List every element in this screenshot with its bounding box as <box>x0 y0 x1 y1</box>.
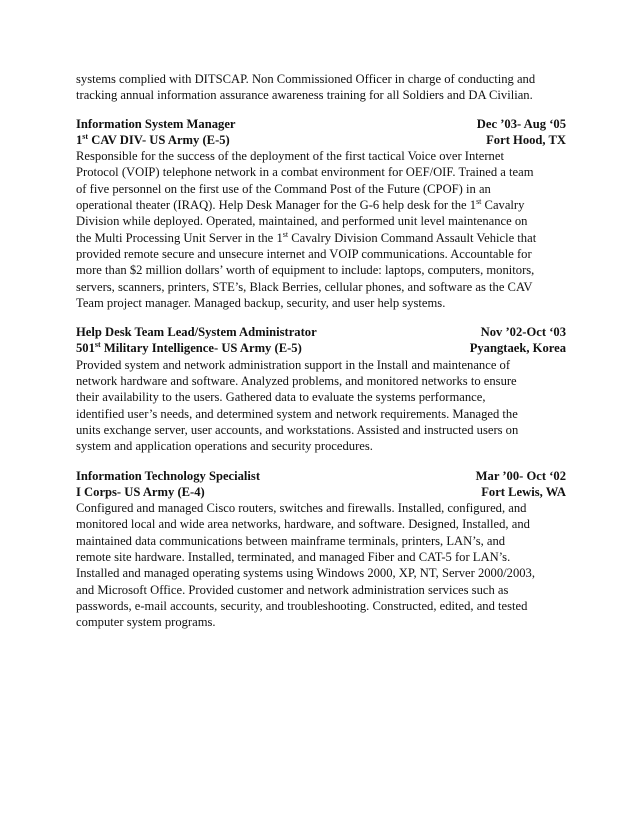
job-description <box>76 148 566 311</box>
job-entry-information-technology-specialist <box>76 468 566 631</box>
intro-paragraph <box>76 71 566 104</box>
description-line: identified user’s needs, and determined system and network requirements. Managed the <box>76 406 518 421</box>
description-line: their availability to the users. Gathered data to evaluate the systems performance, <box>76 390 486 405</box>
unit-name: Military Intelligence- US Army (E-5) <box>100 341 302 356</box>
job-unit-row <box>76 340 566 356</box>
description-line: and Microsoft Office. Provided customer and network administration services such as <box>76 582 509 597</box>
job-unit-row <box>76 132 566 148</box>
job-entry-information-system-manager <box>76 116 566 312</box>
unit-ordinal: st <box>94 340 101 350</box>
job-location: Fort Lewis, WA <box>481 484 566 499</box>
description-line: network hardware and software. Analyzed problems, and monitored networks to ensure <box>76 374 517 389</box>
ordinal-suffix: st <box>476 196 482 206</box>
unit-number: 501 <box>76 341 95 356</box>
job-title: Information Technology Specialist <box>76 468 261 483</box>
description-line: Protocol (VOIP) telephone network in a combat environment for OEF/OIF. Trained a team <box>76 165 534 180</box>
unit-ordinal: st <box>82 131 89 141</box>
description-line: provided remote secure and unsecure internet and VOIP communications. Accountable for <box>76 246 532 261</box>
unit-name: CAV DIV- US Army (E-5) <box>88 132 230 147</box>
description-line: remote site hardware. Installed, terminated, and managed Fiber and CAT-5 for LAN’s. <box>76 550 511 565</box>
description-line: of five personnel on the first use of the Command Post of the Future (CPOF) in an <box>76 181 491 196</box>
intro-line: tracking annual information assurance awareness training for all Soldiers and DA Civilian. <box>76 88 533 103</box>
description-line: system and application operations and security procedures. <box>76 439 373 454</box>
job-title-row <box>76 468 566 484</box>
description-line: computer system programs. <box>76 615 216 630</box>
description-line: Division while deployed. Operated, maintained, and performed unit level maintenance on <box>76 214 528 229</box>
unit-number: 1 <box>76 132 83 147</box>
job-title: Help Desk Team Lead/System Administrator <box>76 325 317 340</box>
job-title-row <box>76 116 566 132</box>
description-line: Configured and managed Cisco routers, switches and firewalls. Installed, configured, and <box>76 501 527 516</box>
job-dates: Dec ’03- Aug ‘05 <box>476 116 566 131</box>
intro-line: systems complied with DITSCAP. Non Commissioned Officer in charge of conducting and <box>76 72 536 86</box>
job-title-row <box>76 324 566 340</box>
description-line: Provided system and network administration support in the Install and maintenance of <box>76 357 511 372</box>
description-line: passwords, e-mail accounts, security, and troubleshooting. Constructed, edited, and tested <box>76 598 528 613</box>
description-line: maintained data communications between mainframe terminals, printers, LAN’s, and <box>76 533 506 548</box>
description-line: the Multi Processing Unit Server in the 1st Cavalry Division Command Assault Vehicle that <box>76 229 537 245</box>
job-unit: I Corps- US Army (E-4) <box>76 484 205 499</box>
description-line: more than $2 million dollars’ worth of equipment to include: laptops, computers, monitors, <box>76 263 535 278</box>
description-line: Responsible for the success of the deployment of the first tactical Voice over Internet <box>76 149 504 164</box>
job-unit <box>76 340 302 356</box>
job-title: Information System Manager <box>76 116 236 131</box>
description-line: operational theater (IRAQ). Help Desk Manager for the G-6 help desk for the 1st Cavalry <box>76 196 525 213</box>
description-line: servers, scanners, printers, STE’s, Black Berries, cellular phones, and software as the CAV <box>76 279 533 294</box>
job-unit-row <box>76 484 566 500</box>
description-line: monitored local and wide area networks, hardware, and software. Designed, Installed, and <box>76 517 530 532</box>
ordinal-suffix: st <box>282 229 289 239</box>
job-description <box>76 500 566 630</box>
job-description <box>76 357 566 455</box>
description-line: Team project manager. Managed backup, security, and user help systems. <box>76 295 446 310</box>
job-location: Fort Hood, TX <box>486 132 566 147</box>
description-line: units exchange server, user accounts, and workstations. Assisted and instructed users on <box>76 422 519 437</box>
job-location: Pyangtaek, Korea <box>469 341 566 356</box>
job-dates: Mar ’00- Oct ‘02 <box>475 468 566 483</box>
description-line: Installed and managed operating systems using Windows 2000, XP, NT, Server 2000/2003, <box>76 566 535 581</box>
job-entry-help-desk-team-lead <box>76 324 566 454</box>
job-unit <box>76 132 230 148</box>
job-dates: Nov ’02-Oct ‘03 <box>480 325 566 340</box>
resume-page <box>76 71 566 631</box>
